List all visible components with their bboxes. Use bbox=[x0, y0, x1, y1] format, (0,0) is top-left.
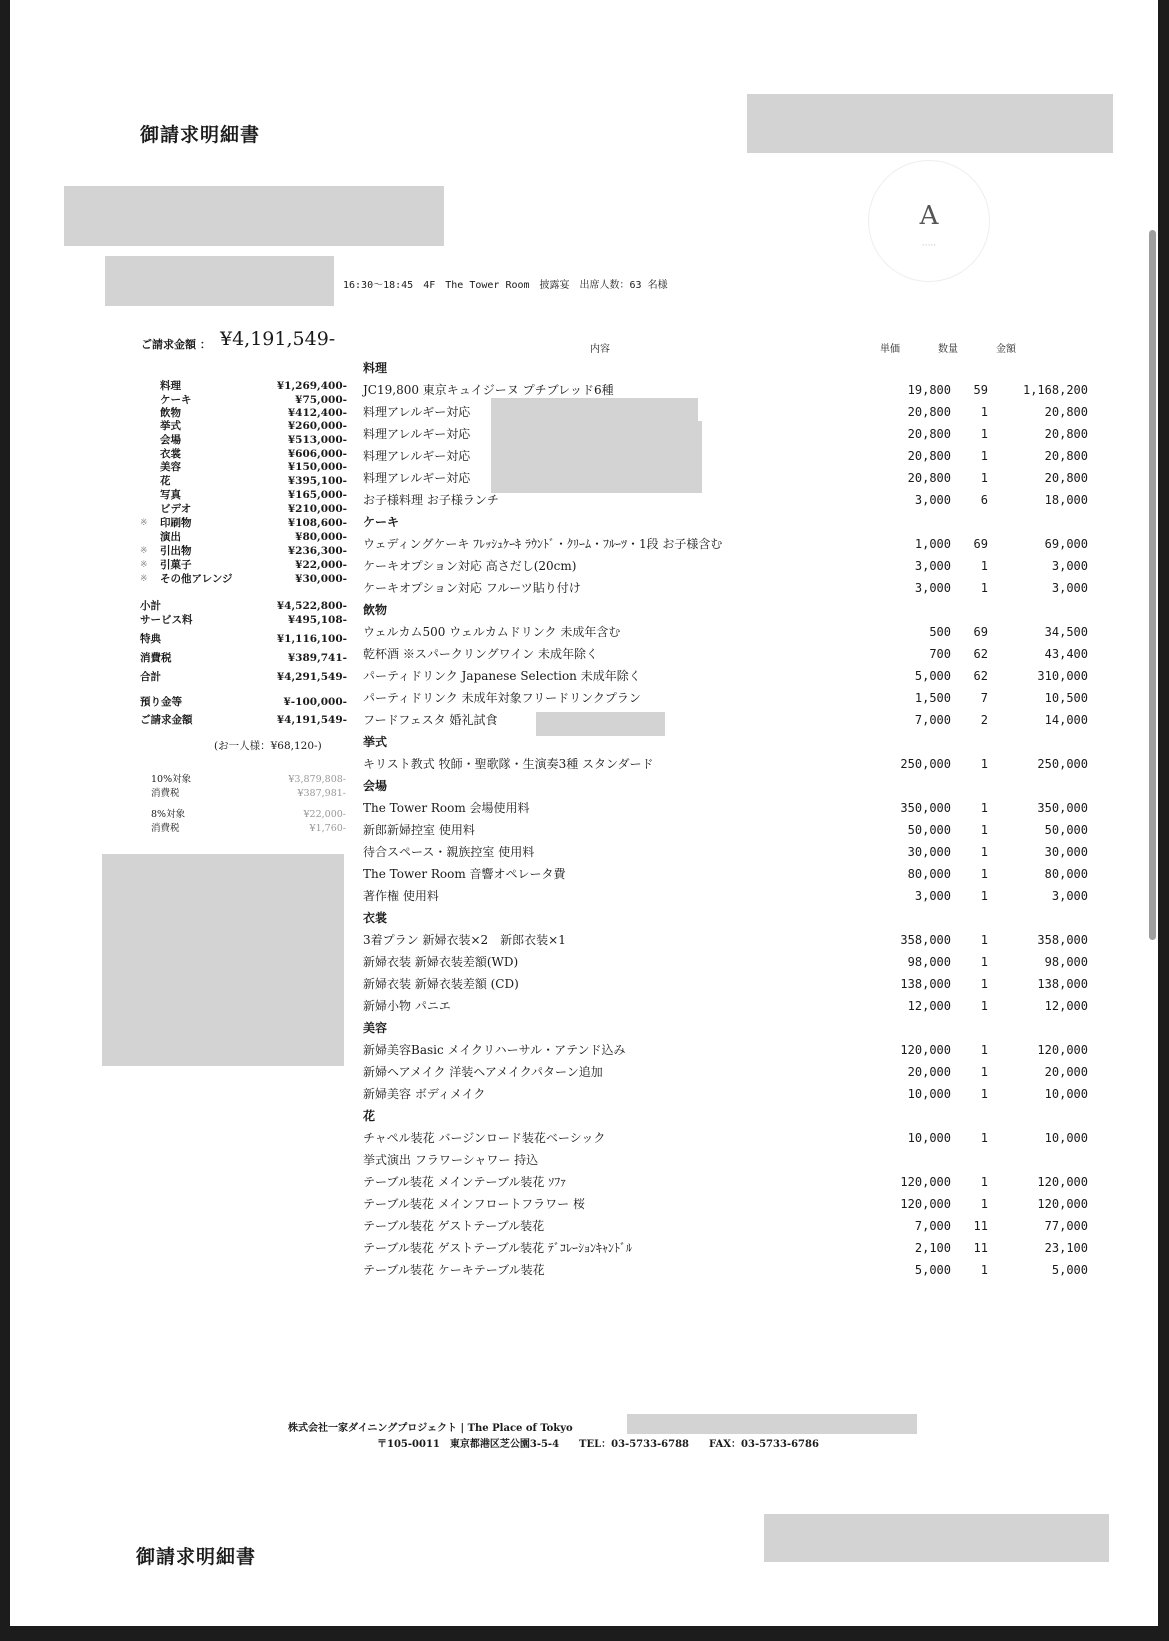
item-quantity: 1 bbox=[980, 801, 988, 815]
item-description: テーブル装花 ゲストテーブル装花 bbox=[363, 1219, 545, 1233]
item-quantity: 1 bbox=[980, 1043, 988, 1057]
tax-amount: ¥3,879,808- bbox=[288, 774, 346, 785]
header-unit-price: 単価 bbox=[880, 344, 900, 355]
summary-row bbox=[140, 474, 347, 488]
item-amount: 50,000 bbox=[1044, 823, 1088, 837]
category-heading: 美容 bbox=[363, 1021, 388, 1035]
footer-address: 〒105-0011 東京都港区芝公園3-5-4 TEL：03-5733-6788 FAX：03-5733-6786 bbox=[377, 1439, 819, 1450]
tax-label: 10%対象 bbox=[151, 774, 192, 785]
item-quantity: 1 bbox=[980, 1197, 988, 1211]
summary-total-label: 特典 bbox=[140, 633, 161, 645]
item-amount: 310,000 bbox=[1037, 669, 1088, 683]
item-amount: 138,000 bbox=[1037, 977, 1088, 991]
item-description: フードフェスタ 婚礼試食 bbox=[363, 713, 498, 727]
table-row bbox=[363, 534, 1088, 555]
summary-total-row bbox=[140, 713, 347, 727]
item-quantity: 1 bbox=[980, 581, 988, 595]
redacted-block bbox=[105, 256, 334, 306]
item-amount: 20,000 bbox=[1044, 1065, 1088, 1079]
item-unit-price: 7,000 bbox=[914, 713, 951, 727]
item-quantity: 1 bbox=[980, 889, 988, 903]
summary-row bbox=[140, 433, 347, 447]
summary-total-row bbox=[140, 695, 347, 709]
table-row bbox=[363, 1128, 1088, 1149]
summary-amount: ¥165,000- bbox=[287, 489, 347, 501]
item-amount: 30,000 bbox=[1044, 845, 1088, 859]
item-unit-price: 3,000 bbox=[914, 889, 951, 903]
item-description: テーブル装花 ゲストテーブル装花 ﾃﾞｺﾚｰｼｮﾝｷｬﾝﾄﾞﾙ bbox=[363, 1241, 632, 1255]
item-amount: 77,000 bbox=[1044, 1219, 1088, 1233]
item-quantity: 6 bbox=[980, 493, 988, 507]
item-description: 新婦衣装 新婦衣装差額 (CD) bbox=[363, 977, 519, 991]
category-heading: 会場 bbox=[363, 779, 388, 793]
item-description: ウェディングケーキ ﾌﾚｯｼｭｹｰｷ ﾗｳﾝﾄﾞ・ｸﾘｰﾑ・ﾌﾙｰﾂ・1段 お子様含む bbox=[363, 537, 723, 551]
summary-row bbox=[140, 406, 347, 420]
summary-total-row bbox=[140, 599, 347, 613]
category-heading: 挙式 bbox=[363, 735, 388, 749]
summary-label: 花 bbox=[160, 475, 171, 487]
summary-amount: ¥30,000- bbox=[295, 573, 347, 585]
item-description: JC19,800 東京キュイジーヌ プチブレッド6種 bbox=[363, 383, 614, 397]
item-amount: 18,000 bbox=[1044, 493, 1088, 507]
item-unit-price: 7,000 bbox=[914, 1219, 951, 1233]
category-heading: 衣裳 bbox=[363, 911, 388, 925]
summary-row bbox=[140, 558, 347, 572]
item-amount: 10,000 bbox=[1044, 1087, 1088, 1101]
item-amount: 98,000 bbox=[1044, 955, 1088, 969]
item-amount: 250,000 bbox=[1037, 757, 1088, 771]
item-unit-price: 5,000 bbox=[914, 669, 951, 683]
billing-total-amount: ¥4,191,549- bbox=[220, 328, 336, 350]
summary-label: その他アレンジ bbox=[160, 573, 233, 585]
item-description: 料理アレルギー対応 bbox=[363, 405, 471, 419]
summary-label: ケーキ bbox=[160, 394, 192, 406]
tax-label: 消費税 bbox=[151, 823, 180, 834]
summary-row bbox=[140, 502, 347, 516]
item-description: 待合スペース・親族控室 使用料 bbox=[363, 845, 535, 859]
item-unit-price: 10,000 bbox=[907, 1131, 951, 1145]
table-row bbox=[363, 1172, 1088, 1193]
item-unit-price: 120,000 bbox=[900, 1043, 951, 1057]
item-unit-price: 700 bbox=[929, 647, 951, 661]
summary-label: 印刷物 bbox=[160, 517, 192, 529]
item-amount: 69,000 bbox=[1044, 537, 1088, 551]
item-description: 新婦美容Basic メイクリハーサル・アテンド込み bbox=[363, 1043, 626, 1057]
summary-amount: ¥260,000- bbox=[287, 420, 347, 432]
table-row bbox=[363, 666, 1088, 687]
venue-logo-seal bbox=[868, 160, 990, 282]
item-quantity: 62 bbox=[973, 647, 988, 661]
table-row bbox=[363, 402, 1088, 423]
redacted-block bbox=[627, 1414, 917, 1434]
summary-total-amount: ¥389,741- bbox=[287, 652, 347, 664]
header-quantity: 数量 bbox=[938, 344, 958, 355]
item-description: テーブル装花 メインテーブル装花 ｿﾌｧ bbox=[363, 1175, 567, 1189]
item-quantity: 11 bbox=[973, 1219, 988, 1233]
table-row bbox=[363, 1194, 1088, 1215]
item-quantity: 1 bbox=[980, 449, 988, 463]
item-amount: 12,000 bbox=[1044, 999, 1088, 1013]
summary-label: 引出物 bbox=[160, 545, 192, 557]
table-row bbox=[363, 1216, 1088, 1237]
item-amount: 3,000 bbox=[1051, 889, 1088, 903]
item-quantity: 1 bbox=[980, 405, 988, 419]
item-unit-price: 30,000 bbox=[907, 845, 951, 859]
summary-label: 飲物 bbox=[160, 407, 181, 419]
item-description: 料理アレルギー対応 bbox=[363, 471, 471, 485]
item-unit-price: 500 bbox=[929, 625, 951, 639]
summary-label: 演出 bbox=[160, 531, 181, 543]
item-description: ケーキオプション対応 フルーツ貼り付け bbox=[363, 581, 581, 595]
item-description: The Tower Room 会場使用料 bbox=[363, 801, 530, 815]
item-description: チャペル装花 バージンロード装花ベーシック bbox=[363, 1131, 606, 1145]
item-description: テーブル装花 ケーキテーブル装花 bbox=[363, 1263, 545, 1277]
summary-amount: ¥513,000- bbox=[287, 434, 347, 446]
item-amount: 120,000 bbox=[1037, 1197, 1088, 1211]
item-quantity: 1 bbox=[980, 1131, 988, 1145]
summary-amount: ¥150,000- bbox=[287, 461, 347, 473]
tax-amount: ¥22,000- bbox=[303, 809, 346, 820]
item-quantity: 1 bbox=[980, 427, 988, 441]
item-amount: 43,400 bbox=[1044, 647, 1088, 661]
item-description: 新婦美容 ボディメイク bbox=[363, 1087, 486, 1101]
item-description: お子様料理 お子様ランチ bbox=[363, 493, 499, 507]
summary-total-row bbox=[140, 651, 347, 665]
summary-amount: ¥80,000- bbox=[295, 531, 347, 543]
item-quantity: 1 bbox=[980, 867, 988, 881]
item-unit-price: 3,000 bbox=[914, 493, 951, 507]
item-unit-price: 358,000 bbox=[900, 933, 951, 947]
item-unit-price: 20,800 bbox=[907, 471, 951, 485]
tax-label: 8%対象 bbox=[151, 809, 186, 820]
item-unit-price: 2,100 bbox=[914, 1241, 951, 1255]
summary-total-label: 消費税 bbox=[140, 652, 172, 664]
summary-amount: ¥75,000- bbox=[295, 394, 347, 406]
item-description: キリスト教式 牧師・聖歌隊・生演奏3種 スタンダード bbox=[363, 757, 654, 771]
summary-total-amount: ¥4,291,549- bbox=[276, 671, 347, 683]
summary-total-amount: ¥1,116,100- bbox=[276, 633, 347, 645]
item-amount: 34,500 bbox=[1044, 625, 1088, 639]
item-amount: 80,000 bbox=[1044, 867, 1088, 881]
summary-amount: ¥412,400- bbox=[287, 407, 347, 419]
item-description: 新婦小物 パニエ bbox=[363, 999, 451, 1013]
table-row bbox=[363, 578, 1088, 599]
event-info: 16:30～18:45 4F The Tower Room 披露宴 出席人数：63 名様 bbox=[343, 280, 668, 291]
table-row bbox=[363, 1150, 1088, 1171]
summary-total-row bbox=[140, 632, 347, 646]
summary-label: 写真 bbox=[160, 489, 181, 501]
invoice-page bbox=[10, 0, 1158, 1626]
item-unit-price: 350,000 bbox=[900, 801, 951, 815]
table-row bbox=[363, 1062, 1088, 1083]
summary-label: 挙式 bbox=[160, 420, 181, 432]
redacted-block bbox=[491, 421, 702, 493]
redacted-block bbox=[764, 1514, 1109, 1562]
table-row bbox=[363, 1238, 1088, 1259]
item-unit-price: 19,800 bbox=[907, 383, 951, 397]
logo-subtext: ····· bbox=[921, 241, 937, 251]
tax-label: 消費税 bbox=[151, 788, 180, 799]
item-description: 3着プラン 新婦衣装×2 新郎衣装×1 bbox=[363, 933, 566, 947]
table-row bbox=[363, 820, 1088, 841]
redacted-block bbox=[102, 854, 344, 1066]
item-description: ケーキオプション対応 高さだし(20cm) bbox=[363, 559, 577, 573]
table-row bbox=[363, 424, 1088, 445]
item-description: ウェルカム500 ウェルカムドリンク 未成年含む bbox=[363, 625, 621, 639]
item-unit-price: 5,000 bbox=[914, 1263, 951, 1277]
table-row bbox=[363, 798, 1088, 819]
asterisk-mark: ※ bbox=[140, 518, 148, 528]
table-row bbox=[363, 930, 1088, 951]
summary-row bbox=[140, 488, 347, 502]
item-amount: 10,000 bbox=[1044, 1131, 1088, 1145]
item-amount: 120,000 bbox=[1037, 1175, 1088, 1189]
item-amount: 350,000 bbox=[1037, 801, 1088, 815]
item-description: パーティドリンク 未成年対象フリードリンクプラン bbox=[363, 691, 641, 705]
summary-label: 衣裳 bbox=[160, 448, 181, 460]
item-quantity: 69 bbox=[973, 625, 988, 639]
item-unit-price: 1,500 bbox=[914, 691, 951, 705]
summary-label: 美容 bbox=[160, 461, 181, 473]
table-row bbox=[363, 1084, 1088, 1105]
table-row bbox=[363, 1260, 1088, 1281]
item-quantity: 1 bbox=[980, 1175, 988, 1189]
item-quantity: 1 bbox=[980, 1263, 988, 1277]
table-row bbox=[363, 1040, 1088, 1061]
tax-amount: ¥387,981- bbox=[297, 788, 346, 799]
summary-total-label: サービス料 bbox=[140, 614, 193, 626]
summary-amount: ¥1,269,400- bbox=[276, 380, 347, 392]
item-quantity: 1 bbox=[980, 999, 988, 1013]
summary-label: 会場 bbox=[160, 434, 181, 446]
category-heading: 料理 bbox=[363, 361, 388, 375]
scrollbar[interactable] bbox=[1149, 230, 1156, 940]
item-amount: 20,800 bbox=[1044, 471, 1088, 485]
item-description: 挙式演出 フラワーシャワー 持込 bbox=[363, 1153, 539, 1167]
item-unit-price: 138,000 bbox=[900, 977, 951, 991]
table-row bbox=[363, 996, 1088, 1017]
summary-row bbox=[140, 572, 347, 586]
summary-row bbox=[140, 460, 347, 474]
item-quantity: 69 bbox=[973, 537, 988, 551]
summary-row bbox=[140, 379, 347, 393]
logo-letter: A bbox=[919, 201, 939, 231]
summary-row bbox=[140, 419, 347, 433]
footer-company: 株式会社一家ダイニングプロジェクト | The Place of Tokyo bbox=[288, 1423, 573, 1434]
item-unit-price: 50,000 bbox=[907, 823, 951, 837]
table-row bbox=[363, 644, 1088, 665]
item-amount: 20,800 bbox=[1044, 405, 1088, 419]
item-unit-price: 20,800 bbox=[907, 449, 951, 463]
item-quantity: 1 bbox=[980, 757, 988, 771]
item-description: 著作権 使用料 bbox=[363, 889, 439, 903]
item-quantity: 1 bbox=[980, 977, 988, 991]
summary-label: 引菓子 bbox=[160, 559, 192, 571]
summary-amount: ¥395,100- bbox=[287, 475, 347, 487]
table-row bbox=[363, 468, 1088, 489]
item-amount: 5,000 bbox=[1051, 1263, 1088, 1277]
table-row bbox=[363, 842, 1088, 863]
summary-amount: ¥22,000- bbox=[295, 559, 347, 571]
item-amount: 3,000 bbox=[1051, 559, 1088, 573]
item-description: 新郎新婦控室 使用料 bbox=[363, 823, 475, 837]
summary-row bbox=[140, 447, 347, 461]
category-heading: 飲物 bbox=[363, 603, 388, 617]
table-row bbox=[363, 556, 1088, 577]
document-title-bottom: 御請求明細書 bbox=[136, 1546, 257, 1568]
summary-total-label: 預り金等 bbox=[140, 696, 182, 708]
item-amount: 120,000 bbox=[1037, 1043, 1088, 1057]
item-quantity: 7 bbox=[980, 691, 988, 705]
table-row bbox=[363, 952, 1088, 973]
item-description: 料理アレルギー対応 bbox=[363, 449, 471, 463]
item-unit-price: 10,000 bbox=[907, 1087, 951, 1101]
item-unit-price: 120,000 bbox=[900, 1197, 951, 1211]
header-content: 内容 bbox=[590, 344, 610, 355]
item-amount: 20,800 bbox=[1044, 427, 1088, 441]
header-amount: 金額 bbox=[996, 344, 1016, 355]
item-quantity: 1 bbox=[980, 471, 988, 485]
item-description: The Tower Room 音響オペレータ費 bbox=[363, 867, 566, 881]
billing-total-label: ご請求金額 ： bbox=[141, 338, 211, 351]
item-quantity: 1 bbox=[980, 1065, 988, 1079]
item-amount: 14,000 bbox=[1044, 713, 1088, 727]
item-quantity: 59 bbox=[973, 383, 988, 397]
item-quantity: 1 bbox=[980, 823, 988, 837]
item-amount: 10,500 bbox=[1044, 691, 1088, 705]
summary-label: 料理 bbox=[160, 380, 181, 392]
summary-amount: ¥210,000- bbox=[287, 503, 347, 515]
item-unit-price: 3,000 bbox=[914, 559, 951, 573]
document-title: 御請求明細書 bbox=[140, 124, 261, 146]
summary-amount: ¥236,300- bbox=[287, 545, 347, 557]
summary-total-row bbox=[140, 613, 347, 627]
per-person-amount: (お一人様：¥68,120-) bbox=[214, 740, 322, 752]
summary-total-row bbox=[140, 670, 347, 684]
summary-amount: ¥108,600- bbox=[287, 517, 347, 529]
item-description: 新婦衣装 新婦衣装差額(WD) bbox=[363, 955, 519, 969]
summary-row bbox=[140, 530, 347, 544]
item-unit-price: 98,000 bbox=[907, 955, 951, 969]
item-quantity: 11 bbox=[973, 1241, 988, 1255]
summary-row bbox=[140, 544, 347, 558]
item-unit-price: 120,000 bbox=[900, 1175, 951, 1189]
item-amount: 1,168,200 bbox=[1022, 383, 1088, 397]
summary-row bbox=[140, 393, 347, 407]
redacted-block bbox=[64, 186, 444, 246]
item-description: 新婦ヘアメイク 洋装ヘアメイクパターン追加 bbox=[363, 1065, 603, 1079]
summary-total-amount: ¥-100,000- bbox=[283, 696, 347, 708]
table-row bbox=[363, 886, 1088, 907]
summary-total-amount: ¥4,522,800- bbox=[276, 600, 347, 612]
item-quantity: 1 bbox=[980, 1087, 988, 1101]
item-quantity: 1 bbox=[980, 955, 988, 969]
item-description: 料理アレルギー対応 bbox=[363, 427, 471, 441]
item-amount: 20,800 bbox=[1044, 449, 1088, 463]
summary-label: ビデオ bbox=[160, 503, 192, 515]
item-unit-price: 12,000 bbox=[907, 999, 951, 1013]
redacted-block bbox=[747, 94, 1113, 153]
table-row bbox=[363, 864, 1088, 885]
table-row bbox=[363, 490, 1088, 511]
category-heading: ケーキ bbox=[363, 515, 400, 529]
table-row bbox=[363, 710, 1088, 731]
tax-amount: ¥1,760- bbox=[309, 823, 346, 834]
summary-total-label: 合計 bbox=[140, 671, 161, 683]
item-unit-price: 20,800 bbox=[907, 405, 951, 419]
table-row bbox=[363, 380, 1088, 401]
item-unit-price: 250,000 bbox=[900, 757, 951, 771]
summary-amount: ¥606,000- bbox=[287, 448, 347, 460]
summary-total-label: ご請求金額 bbox=[140, 714, 193, 726]
table-row bbox=[363, 446, 1088, 467]
summary-total-amount: ¥4,191,549- bbox=[276, 714, 347, 726]
redacted-block bbox=[536, 712, 665, 736]
item-unit-price: 20,800 bbox=[907, 427, 951, 441]
item-quantity: 1 bbox=[980, 845, 988, 859]
item-unit-price: 3,000 bbox=[914, 581, 951, 595]
item-description: 乾杯酒 ※スパークリングワイン 未成年除く bbox=[363, 647, 599, 661]
summary-total-amount: ¥495,108- bbox=[287, 614, 347, 626]
item-quantity: 1 bbox=[980, 933, 988, 947]
item-description: テーブル装花 メインフロートフラワー 桜 bbox=[363, 1197, 585, 1211]
table-row bbox=[363, 974, 1088, 995]
item-amount: 3,000 bbox=[1051, 581, 1088, 595]
asterisk-mark: ※ bbox=[140, 574, 148, 584]
item-unit-price: 1,000 bbox=[914, 537, 951, 551]
table-row bbox=[363, 622, 1088, 643]
item-quantity: 1 bbox=[980, 559, 988, 573]
item-unit-price: 80,000 bbox=[907, 867, 951, 881]
item-amount: 23,100 bbox=[1044, 1241, 1088, 1255]
item-unit-price: 20,000 bbox=[907, 1065, 951, 1079]
category-heading: 花 bbox=[363, 1109, 376, 1123]
summary-total-label: 小計 bbox=[140, 600, 161, 612]
asterisk-mark: ※ bbox=[140, 546, 148, 556]
item-amount: 358,000 bbox=[1037, 933, 1088, 947]
asterisk-mark: ※ bbox=[140, 560, 148, 570]
table-row bbox=[363, 754, 1088, 775]
item-description: パーティドリンク Japanese Selection 未成年除く bbox=[363, 669, 641, 683]
item-quantity: 2 bbox=[980, 713, 988, 727]
table-row bbox=[363, 688, 1088, 709]
summary-row bbox=[140, 516, 347, 530]
item-quantity: 62 bbox=[973, 669, 988, 683]
